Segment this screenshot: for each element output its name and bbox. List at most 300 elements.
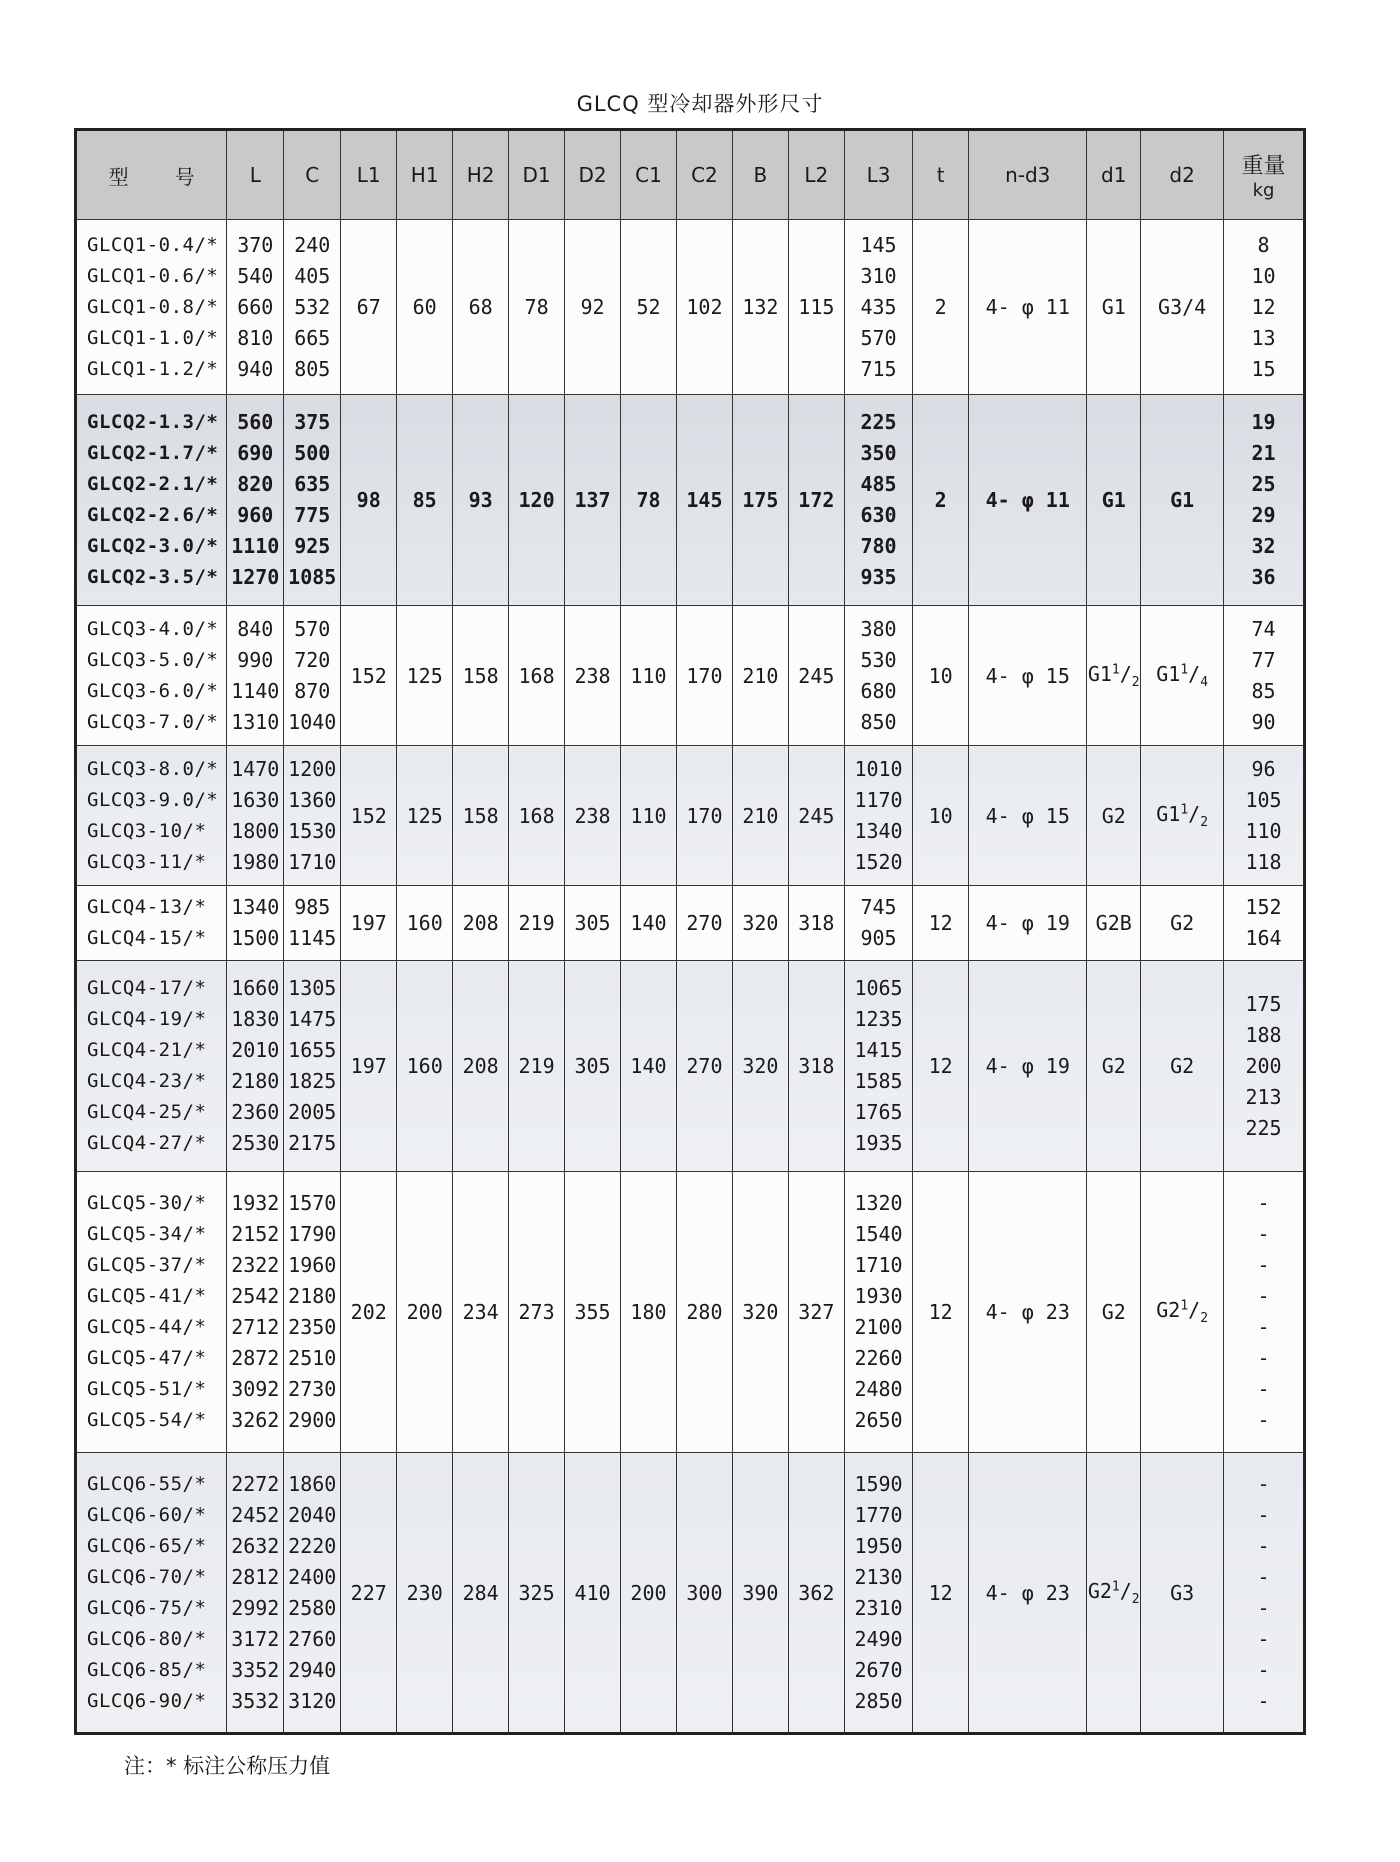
B-cell: 132 [732, 220, 788, 395]
model-cell [76, 1453, 227, 1734]
L-cell-value: 3172 [231, 1626, 280, 1651]
d1-cell-fraction-denominator: 2 [1131, 1591, 1140, 1607]
weight-cell-value: 85 [1251, 678, 1276, 703]
weight-cell [1224, 1172, 1305, 1453]
table-row [76, 886, 1305, 961]
weight-cell-value: 110 [1245, 818, 1282, 843]
d2-cell-fraction-numerator: 1 [1180, 661, 1189, 677]
table-row [76, 961, 1305, 1172]
L2-cell: 362 [788, 1453, 844, 1734]
nd3-cell: 4- φ 11 [969, 220, 1087, 395]
C-cell-value: 2220 [288, 1533, 337, 1558]
H2-cell: 208 [453, 961, 509, 1172]
d1-cell [1087, 395, 1141, 606]
weight-cell-value: 36 [1251, 565, 1276, 589]
model-cell [76, 1172, 227, 1453]
d2-cell [1141, 1453, 1224, 1734]
model-cell [76, 395, 227, 606]
D2-cell: 238 [565, 746, 621, 886]
C-cell-value: 665 [294, 325, 331, 350]
L3-cell-value: 935 [860, 565, 897, 589]
B-cell: 210 [732, 746, 788, 886]
C2-cell: 102 [676, 220, 732, 395]
d2-cell [1141, 220, 1224, 395]
H2-cell: 208 [453, 886, 509, 961]
col-d2-header: d2 [1141, 130, 1224, 220]
C-cell-value: 925 [294, 534, 331, 558]
L3-cell-value: 1010 [854, 756, 903, 781]
H1-cell: 230 [397, 1453, 453, 1734]
L3-cell-value: 145 [860, 232, 897, 257]
L-cell-value: 1630 [231, 787, 280, 812]
col-L2-header: L2 [788, 130, 844, 220]
C-cell-value: 2730 [288, 1377, 337, 1401]
L3-cell-value: 2490 [854, 1626, 903, 1651]
D1-cell: 120 [509, 395, 565, 606]
C-cell [284, 746, 341, 886]
L3-cell-value: 1235 [854, 1007, 903, 1031]
weight-cell-value: - [1257, 1191, 1270, 1215]
col-model-header: 型 号 [76, 130, 227, 220]
D2-cell: 92 [565, 220, 621, 395]
col-C-header: C [284, 130, 341, 220]
L2-cell: 318 [788, 886, 844, 961]
d1-cell-base: G2 [1087, 1578, 1112, 1603]
table-row [76, 746, 1305, 886]
H1-cell: 160 [397, 961, 453, 1172]
C2-cell: 170 [676, 746, 732, 886]
C-cell-value: 2175 [288, 1131, 337, 1155]
t-cell: 10 [913, 606, 969, 746]
page-title: GLCQ 型冷却器外形尺寸 [576, 92, 824, 116]
C2-cell: 270 [676, 886, 732, 961]
D1-cell: 78 [509, 220, 565, 395]
col-weight-header: 重量 kg [1224, 130, 1305, 220]
d1-cell-fraction-slash: / [1119, 1578, 1132, 1603]
C-cell [284, 1172, 341, 1453]
d2-cell-base: G1 [1156, 801, 1181, 826]
L-cell-value: 2010 [231, 1038, 280, 1062]
L3-cell-value: 1930 [854, 1284, 903, 1308]
model-cell [76, 961, 227, 1172]
L3-cell-value: 1590 [854, 1471, 903, 1496]
L3-cell-value: 1520 [854, 849, 903, 874]
model-cell-value: GLCQ5-41/* [87, 1285, 207, 1307]
C-cell-value: 1530 [288, 818, 337, 843]
C-cell [284, 886, 341, 961]
L3-cell-value: 225 [860, 410, 897, 434]
C1-cell: 140 [621, 961, 677, 1172]
d2-cell-base: G2 [1170, 1054, 1195, 1078]
L3-cell-value: 745 [860, 895, 897, 919]
C1-cell: 180 [621, 1172, 677, 1453]
L-cell-value: 2360 [231, 1100, 280, 1124]
model-cell-value: GLCQ5-51/* [87, 1378, 207, 1400]
L3-cell [844, 395, 912, 606]
col-L-header: L [227, 130, 284, 220]
weight-cell [1224, 395, 1305, 606]
model-cell-value: GLCQ2-1.3/* [87, 411, 219, 433]
C2-cell: 300 [676, 1453, 732, 1734]
model-cell-value: GLCQ5-34/* [87, 1223, 207, 1245]
C-cell-value: 1305 [288, 976, 337, 1000]
L-cell-value: 2272 [231, 1471, 280, 1496]
weight-cell-value: - [1257, 1346, 1270, 1370]
d1-cell [1087, 1453, 1141, 1734]
model-group-6 [76, 961, 1305, 1172]
L3-cell-value: 780 [860, 534, 897, 558]
d1-cell-base: G2 [1101, 803, 1126, 828]
L3-cell-value: 850 [860, 709, 897, 734]
D2-cell: 238 [565, 606, 621, 746]
L-cell-value: 3532 [231, 1688, 280, 1713]
table-row [76, 1453, 1305, 1734]
L3-cell-value: 630 [860, 503, 897, 527]
model-group-5 [76, 886, 1305, 961]
L3-cell-value: 1170 [854, 787, 903, 812]
table-row [76, 606, 1305, 746]
table-row [76, 1172, 1305, 1453]
L3-cell [844, 606, 912, 746]
model-group-4 [76, 746, 1305, 886]
model-cell-value: GLCQ6-65/* [87, 1534, 207, 1557]
C-cell-value: 375 [294, 410, 331, 434]
C-cell-value: 1655 [288, 1038, 337, 1062]
L3-cell-value: 1320 [854, 1191, 903, 1215]
D2-cell: 355 [565, 1172, 621, 1453]
col-t-header: t [913, 130, 969, 220]
C-cell-value: 985 [294, 895, 331, 919]
L3-cell-value: 1765 [854, 1100, 903, 1124]
d2-cell-fraction-denominator: 2 [1200, 1311, 1209, 1326]
L3-cell-value: 2670 [854, 1657, 903, 1682]
L-cell-value: 1310 [231, 709, 280, 734]
C-cell-value: 532 [294, 294, 331, 319]
L-cell-value: 2530 [231, 1131, 280, 1155]
C-cell-value: 1040 [288, 709, 337, 734]
model-cell-value: GLCQ3-7.0/* [87, 710, 219, 733]
t-cell: 12 [913, 961, 969, 1172]
C-cell-value: 3120 [288, 1688, 337, 1713]
weight-cell-value: - [1257, 1315, 1270, 1339]
C-cell-value: 2040 [288, 1502, 337, 1527]
header-row [76, 130, 1305, 220]
C-cell-value: 1825 [288, 1069, 337, 1093]
d1-cell-base: G1 [1101, 488, 1126, 512]
L3-cell-value: 1950 [854, 1533, 903, 1558]
table-row [76, 395, 1305, 606]
C-cell-value: 1200 [288, 756, 337, 781]
nd3-cell: 4- φ 23 [969, 1453, 1087, 1734]
C-cell-value: 805 [294, 356, 331, 381]
L-cell-value: 690 [237, 441, 274, 465]
model-cell-value: GLCQ6-80/* [87, 1627, 207, 1650]
L3-cell [844, 1172, 912, 1453]
d1-cell [1087, 886, 1141, 961]
L3-cell [844, 961, 912, 1172]
C-cell-value: 2900 [288, 1408, 337, 1432]
model-cell [76, 606, 227, 746]
L3-cell [844, 220, 912, 395]
L3-cell-value: 350 [860, 441, 897, 465]
weight-cell-value: 19 [1251, 410, 1276, 434]
L1-cell: 197 [341, 961, 397, 1172]
B-cell: 320 [732, 886, 788, 961]
L-cell-value: 840 [237, 616, 274, 641]
model-cell [76, 886, 227, 961]
d1-cell-base: G1 [1087, 661, 1112, 686]
C-cell [284, 961, 341, 1172]
d2-cell-base: G3 [1170, 1580, 1195, 1605]
D1-cell: 325 [509, 1453, 565, 1734]
weight-cell-value: - [1257, 1564, 1270, 1589]
model-cell-value: GLCQ1-0.6/* [87, 264, 219, 287]
L-cell-value: 2632 [231, 1533, 280, 1558]
d2-cell-base: G1 [1170, 488, 1195, 512]
L1-cell: 202 [341, 1172, 397, 1453]
C2-cell: 270 [676, 961, 732, 1172]
weight-cell [1224, 746, 1305, 886]
model-group-7 [76, 1172, 1305, 1453]
L3-cell [844, 746, 912, 886]
L3-cell-value: 530 [860, 647, 897, 672]
D2-cell: 305 [565, 961, 621, 1172]
weight-cell-value: - [1257, 1377, 1270, 1401]
weight-cell-value: - [1257, 1688, 1270, 1713]
L-cell-value: 2180 [231, 1069, 280, 1093]
D1-cell: 273 [509, 1172, 565, 1453]
C-cell-value: 570 [294, 616, 331, 641]
H1-cell: 85 [397, 395, 453, 606]
L3-cell-value: 1770 [854, 1502, 903, 1527]
C-cell-value: 1475 [288, 1007, 337, 1031]
model-cell-value: GLCQ3-5.0/* [87, 648, 219, 671]
col-L1-header: L1 [341, 130, 397, 220]
L-cell-value: 1340 [231, 895, 280, 919]
model-group-8 [76, 1453, 1305, 1734]
L-cell-value: 1470 [231, 756, 280, 781]
L-cell-value: 1980 [231, 849, 280, 874]
L2-cell: 115 [788, 220, 844, 395]
L1-cell: 152 [341, 746, 397, 886]
L-cell-value: 1830 [231, 1007, 280, 1031]
C-cell-value: 2510 [288, 1346, 337, 1370]
d1-cell-fraction-denominator: 2 [1131, 674, 1140, 690]
model-cell-value: GLCQ6-75/* [87, 1596, 207, 1619]
C-cell-value: 1145 [288, 926, 337, 950]
model-cell-value: GLCQ4-21/* [87, 1039, 207, 1061]
d2-cell-base: G1 [1156, 661, 1181, 686]
weight-cell-value: 118 [1245, 849, 1282, 874]
C-cell-value: 870 [294, 678, 331, 703]
D2-cell: 137 [565, 395, 621, 606]
model-cell-value: GLCQ2-2.1/* [87, 473, 219, 495]
D1-cell: 168 [509, 746, 565, 886]
weight-cell-value: 105 [1245, 787, 1282, 812]
d1-cell-fraction-slash: / [1119, 661, 1132, 686]
nd3-cell: 4- φ 11 [969, 395, 1087, 606]
H1-cell: 125 [397, 746, 453, 886]
B-cell: 320 [732, 961, 788, 1172]
cooler-dimension-table [74, 128, 1306, 1735]
L-cell-value: 2712 [231, 1315, 280, 1339]
model-cell-value: GLCQ1-0.8/* [87, 295, 219, 318]
C-cell-value: 1570 [288, 1191, 337, 1215]
d1-cell [1087, 746, 1141, 886]
d1-cell-base: G1 [1101, 295, 1126, 319]
L-cell-value: 2452 [231, 1502, 280, 1527]
d2-cell [1141, 1172, 1224, 1453]
L2-cell: 172 [788, 395, 844, 606]
footnote: 注：* 标注公称压力值 [124, 1754, 331, 1778]
C-cell [284, 220, 341, 395]
L3-cell-value: 1935 [854, 1131, 903, 1155]
L-cell-value: 3262 [231, 1408, 280, 1432]
B-cell: 320 [732, 1172, 788, 1453]
model-cell-value: GLCQ3-10/* [87, 819, 207, 842]
d1-cell [1087, 961, 1141, 1172]
model-cell-value: GLCQ3-9.0/* [87, 788, 219, 811]
model-cell-value: GLCQ4-15/* [87, 927, 207, 949]
C-cell-value: 2350 [288, 1315, 337, 1339]
model-cell-value: GLCQ4-17/* [87, 977, 207, 999]
nd3-cell: 4- φ 15 [969, 606, 1087, 746]
weight-cell-value: 164 [1245, 926, 1282, 950]
weight-cell-value: 77 [1251, 647, 1276, 672]
L-cell-value: 2322 [231, 1253, 280, 1277]
C-cell-value: 2580 [288, 1595, 337, 1620]
t-cell: 2 [913, 220, 969, 395]
col-H2-header: H2 [453, 130, 509, 220]
model-cell-value: GLCQ3-4.0/* [87, 617, 219, 640]
D1-cell: 219 [509, 961, 565, 1172]
L3-cell-value: 2100 [854, 1315, 903, 1339]
B-cell: 210 [732, 606, 788, 746]
d1-cell [1087, 1172, 1141, 1453]
C-cell-value: 1710 [288, 849, 337, 874]
nd3-cell: 4- φ 15 [969, 746, 1087, 886]
L-cell [227, 1172, 284, 1453]
weight-cell-value: 32 [1251, 534, 1276, 558]
model-cell-value: GLCQ4-23/* [87, 1070, 207, 1092]
d1-cell [1087, 220, 1141, 395]
L-cell [227, 606, 284, 746]
L3-cell-value: 380 [860, 616, 897, 641]
L-cell [227, 1453, 284, 1734]
C-cell-value: 720 [294, 647, 331, 672]
weight-cell-value: 213 [1245, 1084, 1282, 1109]
D2-cell: 410 [565, 1453, 621, 1734]
L3-cell-value: 2260 [854, 1346, 903, 1370]
L-cell-value: 1932 [231, 1191, 280, 1215]
C-cell [284, 1453, 341, 1734]
L-cell [227, 961, 284, 1172]
model-cell-value: GLCQ4-13/* [87, 896, 207, 918]
C1-cell: 52 [621, 220, 677, 395]
d2-cell-fraction-slash: / [1188, 801, 1201, 826]
C1-cell: 140 [621, 886, 677, 961]
d2-cell-fraction-numerator: 1 [1180, 801, 1189, 817]
L3-cell-value: 1415 [854, 1038, 903, 1062]
weight-cell-value: - [1257, 1222, 1270, 1246]
L2-cell: 327 [788, 1172, 844, 1453]
model-cell-value: GLCQ6-90/* [87, 1689, 207, 1712]
model-cell-value: GLCQ4-25/* [87, 1101, 207, 1123]
L-cell-value: 1800 [231, 818, 280, 843]
weight-cell [1224, 606, 1305, 746]
model-cell-value: GLCQ5-44/* [87, 1316, 207, 1338]
model-cell [76, 746, 227, 886]
L-cell-value: 560 [237, 410, 274, 434]
L3-cell-value: 1540 [854, 1222, 903, 1246]
weight-cell-value: 96 [1251, 756, 1276, 781]
weight-cell-value: - [1257, 1408, 1270, 1432]
weight-cell-value: 90 [1251, 709, 1276, 734]
C-cell-value: 2180 [288, 1284, 337, 1308]
L3-cell-value: 2130 [854, 1564, 903, 1589]
C-cell-value: 1360 [288, 787, 337, 812]
L-cell-value: 1660 [231, 976, 280, 1000]
model-cell-value: GLCQ4-27/* [87, 1132, 207, 1154]
C1-cell: 110 [621, 746, 677, 886]
L3-cell-value: 1340 [854, 818, 903, 843]
t-cell: 2 [913, 395, 969, 606]
d1-cell-fraction-numerator: 1 [1111, 1578, 1120, 1594]
d2-cell-fraction-slash: / [1188, 661, 1201, 686]
d2-cell-base: G2 [1170, 911, 1195, 935]
C-cell-value: 2940 [288, 1657, 337, 1682]
model-group-3 [76, 606, 1305, 746]
L-cell-value: 3092 [231, 1377, 280, 1401]
L-cell-value: 1140 [231, 678, 280, 703]
weight-cell-value: 225 [1245, 1115, 1282, 1140]
model-cell-value: GLCQ6-60/* [87, 1503, 207, 1526]
C-cell [284, 606, 341, 746]
H1-cell: 125 [397, 606, 453, 746]
weight-cell-value: - [1257, 1284, 1270, 1308]
C-cell-value: 1085 [288, 565, 337, 589]
B-cell: 175 [732, 395, 788, 606]
H1-cell: 60 [397, 220, 453, 395]
weight-cell-value: 188 [1245, 1022, 1282, 1047]
L-cell-value: 540 [237, 263, 274, 288]
weight-cell-value: 200 [1245, 1053, 1282, 1078]
d2-cell [1141, 746, 1224, 886]
C1-cell: 200 [621, 1453, 677, 1734]
L2-cell: 245 [788, 606, 844, 746]
col-d1-header: d1 [1087, 130, 1141, 220]
D2-cell: 305 [565, 886, 621, 961]
L-cell [227, 220, 284, 395]
C-cell-value: 405 [294, 263, 331, 288]
B-cell: 390 [732, 1453, 788, 1734]
model-cell-value: GLCQ6-70/* [87, 1565, 207, 1588]
L2-cell: 318 [788, 961, 844, 1172]
L1-cell: 197 [341, 886, 397, 961]
model-cell-value: GLCQ1-0.4/* [87, 233, 219, 256]
L-cell-value: 370 [237, 232, 274, 257]
weight-cell-value: 152 [1245, 895, 1282, 919]
col-nd3-header: n-d3 [969, 130, 1087, 220]
C-cell-value: 2005 [288, 1100, 337, 1124]
C2-cell: 145 [676, 395, 732, 606]
weight-cell-value: 25 [1251, 472, 1276, 496]
d2-cell [1141, 961, 1224, 1172]
L3-cell-value: 310 [860, 263, 897, 288]
weight-cell [1224, 886, 1305, 961]
weight-cell-value: 10 [1251, 263, 1276, 288]
H2-cell: 158 [453, 746, 509, 886]
